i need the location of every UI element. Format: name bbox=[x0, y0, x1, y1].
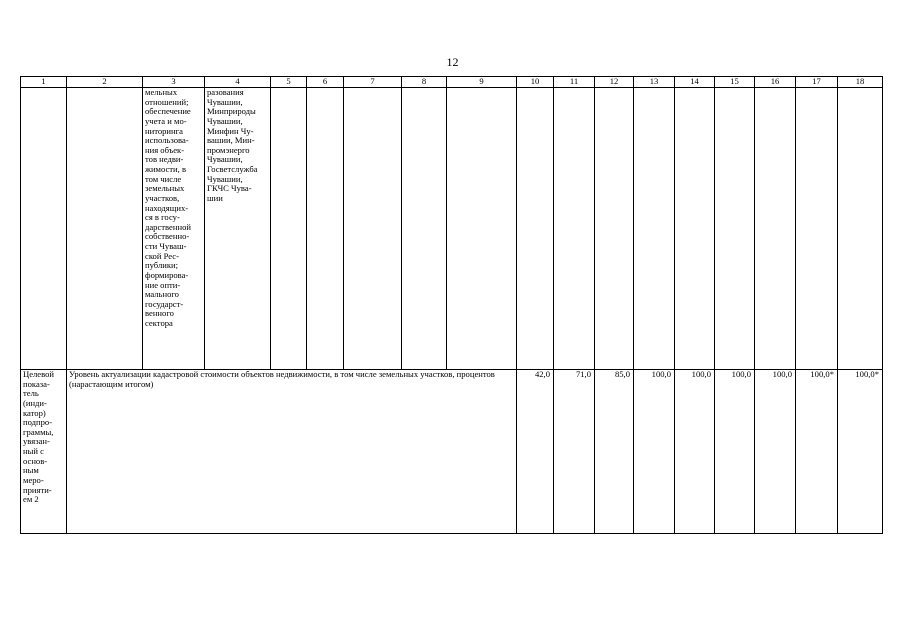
table-cell bbox=[554, 88, 595, 370]
tasks-cell: мельных отношений; обеспечение учета и мо- ниторинга использова- ния объек- тов недви- жимости, в том числе земельных участков, находящих- ся в госу- дарственной собственно- сти Чуваш- ской Рес- публики; формирова- ние опти- мального государст- венного сектора bbox=[143, 88, 205, 370]
header-cell: 4 bbox=[205, 77, 271, 88]
header-cell: 10 bbox=[517, 77, 554, 88]
header-cell: 11 bbox=[554, 77, 595, 88]
table-cell bbox=[715, 88, 755, 370]
table-cell bbox=[634, 88, 675, 370]
table-cell bbox=[796, 88, 838, 370]
value-cell: 100,0* bbox=[796, 370, 838, 534]
header-cell: 8 bbox=[402, 77, 447, 88]
header-cell: 5 bbox=[271, 77, 307, 88]
header-cell: 13 bbox=[634, 77, 675, 88]
table-cell bbox=[595, 88, 634, 370]
table-cell bbox=[344, 88, 402, 370]
table-cell bbox=[21, 88, 67, 370]
header-cell: 14 bbox=[675, 77, 715, 88]
table-cell bbox=[67, 88, 143, 370]
value-cell: 85,0 bbox=[595, 370, 634, 534]
responsible-cell: разования Чувашии, Минприроды Чувашии, Минфин Чу- вашии, Мин- промэнерго Чувашии, Госветслужба Чувашии, ГКЧС Чува- шии bbox=[205, 88, 271, 370]
table-cell bbox=[517, 88, 554, 370]
table-cell bbox=[307, 88, 344, 370]
indicator-type-cell: Целевой показа- тель (инди- катор) подпро- граммы, увязан- ный с основ- ным меро- прияти- ем 2 bbox=[21, 370, 67, 534]
table-cell bbox=[271, 88, 307, 370]
value-cell: 100,0 bbox=[715, 370, 755, 534]
page-number: 12 bbox=[446, 55, 459, 69]
header-cell: 3 bbox=[143, 77, 205, 88]
table-cell bbox=[838, 88, 883, 370]
value-cell: 71,0 bbox=[554, 370, 595, 534]
program-table bbox=[20, 76, 883, 534]
table-cell bbox=[447, 88, 517, 370]
value-cell: 100,0 bbox=[675, 370, 715, 534]
table-cell bbox=[675, 88, 715, 370]
header-cell: 17 bbox=[796, 77, 838, 88]
table-cell bbox=[755, 88, 796, 370]
table-row bbox=[21, 88, 883, 370]
header-cell: 7 bbox=[344, 77, 402, 88]
header-cell: 9 bbox=[447, 77, 517, 88]
value-cell: 100,0* bbox=[838, 370, 883, 534]
header-row bbox=[21, 77, 883, 88]
header-cell: 1 bbox=[21, 77, 67, 88]
header-cell: 2 bbox=[67, 77, 143, 88]
value-cell: 100,0 bbox=[755, 370, 796, 534]
header-cell: 6 bbox=[307, 77, 344, 88]
value-cell: 100,0 bbox=[634, 370, 675, 534]
indicator-name-cell: Уровень актуализации кадастровой стоимости объектов недвижимости, в том числе земельных участков, процентов (нарастающим итогом) bbox=[67, 370, 517, 534]
header-cell: 15 bbox=[715, 77, 755, 88]
table-row bbox=[21, 370, 883, 534]
table-cell bbox=[402, 88, 447, 370]
value-cell: 42,0 bbox=[517, 370, 554, 534]
header-cell: 16 bbox=[755, 77, 796, 88]
header-cell: 18 bbox=[838, 77, 883, 88]
header-cell: 12 bbox=[595, 77, 634, 88]
